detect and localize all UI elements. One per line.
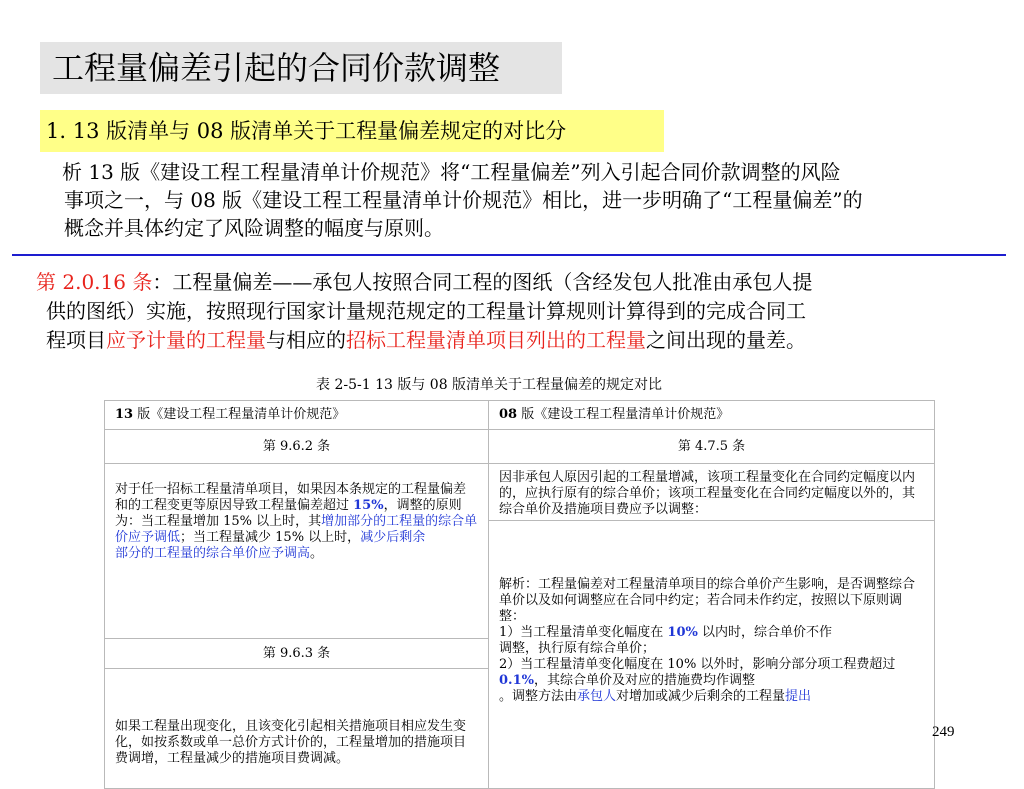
- table-row: [105, 430, 935, 464]
- analysis-line: 析 13 版《建设工程工程量清单计价规范》将“工程量偏差”列入引起合同价款调整的风险: [62, 160, 841, 184]
- clause-text: 程项目: [46, 328, 106, 352]
- right-clause-label: 第 4.7.5 条: [489, 430, 935, 464]
- clause-highlight: 招标工程量清单项目列出的工程量: [346, 328, 646, 352]
- analysis-paragraph: [62, 158, 1002, 242]
- right-body-2: 解析：工程量偏差对工程量清单项目的综合单价产生影响，是否调整综合单价以及如何调整应在合同中约定；若合同未作约定，按照以下原则调整： 1）当工程量清单变化幅度在 10% 以内时，综合单价不作 调整，执行原有综合单价； 2）当工程量清单变化幅度在 10% 以外时，影响分部分项工程费超过 0.1%，其综合单价及对应的措施费均作调整 。调整方法由承包人对增加或减少后剩余的工程量提出: [489, 521, 935, 789]
- page-number: 249: [932, 724, 955, 740]
- clause-text: ：工程量偏差——承包人按照合同工程的图纸（含经发包人批准由承包人提: [152, 270, 813, 294]
- section-subtitle: 1. 13 版清单与 08 版清单关于工程量偏差规定的对比分: [40, 110, 664, 152]
- left-body-1: 对于任一招标工程量清单项目，如果因本条规定的工程量偏差和的工程变更等原因导致工程量偏差超过 15%，调整的原则为：当工程量增加 15% 以上时，其增加部分的工程量的综合单价应予调低；当工程量减少 15% 以上时，减少后剩余 部分的工程量的综合单价应予调高。: [105, 464, 489, 639]
- clause-highlight: 应予计量的工程量: [106, 328, 266, 352]
- table-row: [105, 464, 935, 521]
- clause-line-2: 供的图纸）实施，按照现行国家计量规范规定的工程量计算规则计算得到的完成合同工: [46, 299, 806, 323]
- left-clause-label: 第 9.6.2 条: [105, 430, 489, 464]
- clause-text: 之间出现的量差。: [646, 328, 806, 352]
- left-body-2: 如果工程量出现变化，且该变化引起相关措施项目相应发生变化，如按系数或单一总价方式计价的，工程量增加的措施项目费调增，工程量减少的措施项目费调减。: [105, 669, 489, 789]
- analysis-line: 概念并具体约定了风险调整的幅度与原则。: [64, 216, 444, 240]
- left-clause-label-2: 第 9.6.3 条: [105, 639, 489, 669]
- analysis-line: 事项之一，与 08 版《建设工程工程量清单计价规范》相比，进一步明确了“工程量偏差”的: [64, 188, 863, 212]
- divider-line: [12, 254, 1006, 256]
- page-title: 工程量偏差引起的合同价款调整: [40, 42, 562, 94]
- table-caption: 表 2-5-1 13 版与 08 版清单关于工程量偏差的规定对比: [316, 377, 663, 393]
- clause-number: 第 2.0.16 条: [36, 270, 153, 294]
- table-header-row: [105, 401, 935, 430]
- clause-text: 与相应的: [266, 328, 346, 352]
- clause-definition: [36, 268, 986, 355]
- col2-header: 08 版《建设工程工程量清单计价规范》: [489, 401, 935, 430]
- col1-header: 13 版《建设工程工程量清单计价规范》: [105, 401, 489, 430]
- clause-line-1: [36, 268, 986, 297]
- comparison-table: [104, 400, 935, 789]
- clause-line-3: [36, 326, 986, 355]
- right-body-1: 因非承包人原因引起的工程量增减，该项工程量变化在合同约定幅度以内的，应执行原有的综合单价；该项工程量变化在合同约定幅度以外的，其综合单价及措施项目费应予以调整：: [489, 464, 935, 521]
